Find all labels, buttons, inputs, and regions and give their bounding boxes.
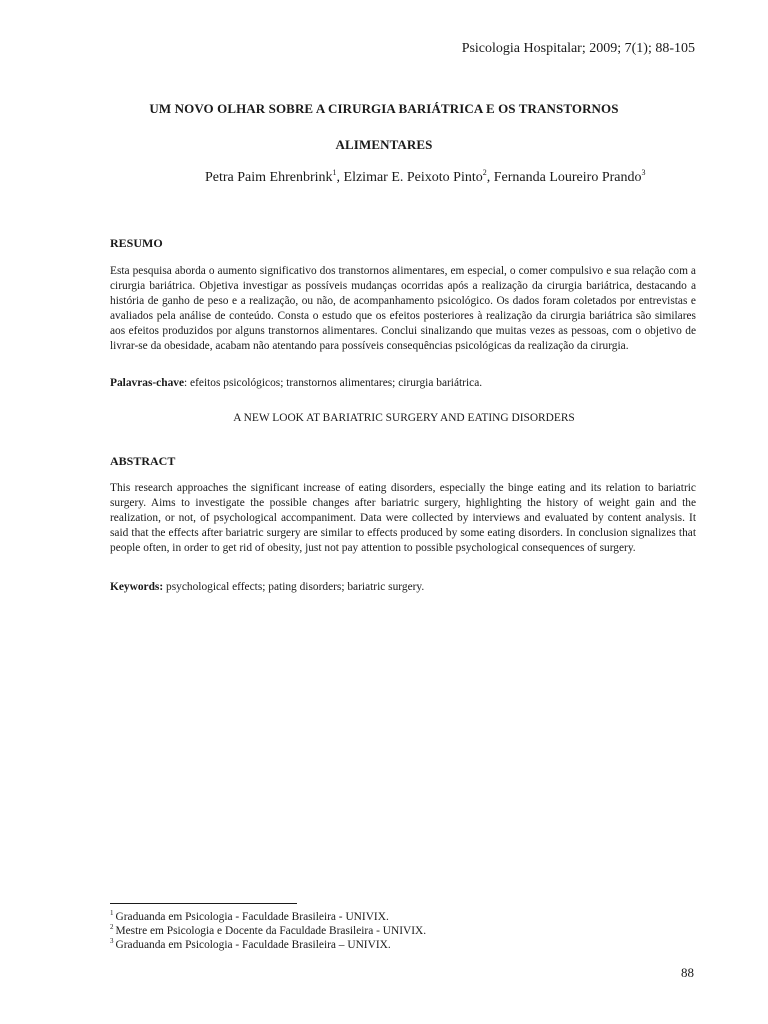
- article-title-line-1: UM NOVO OLHAR SOBRE A CIRURGIA BARIÁTRICA E OS TRANSTORNOS: [149, 101, 619, 116]
- palavras-chave-label: Palavras-chave: [110, 377, 185, 389]
- footnote: [110, 910, 426, 924]
- footnotes: [110, 910, 426, 952]
- keywords-text: psychological effects; pating disorders; bariatric surgery.: [163, 581, 425, 593]
- author-name: Petra Paim Ehrenbrink: [205, 170, 333, 185]
- footnote-text: Graduanda em Psicologia - Faculdade Brasileira – UNIVIX.: [115, 939, 391, 951]
- footnote-text: Graduanda em Psicologia - Faculdade Brasileira - UNIVIX.: [115, 911, 389, 923]
- abstract-heading: ABSTRACT: [110, 454, 176, 468]
- abstract-paragraph: This research approaches the significant increase of eating disorders, especially the binge eating and its relation to bariatric surgery. Aims to investigate the possible changes after bariatric surgery, highlighting the history of weight gain and the realization, or not, of psychological accompaniment. Data were collected by interviews and evaluated by content analysis. It said that the effects after bariatric surgery are similar to effects produced by some eating disorders. In conclusion signalizes that people often, in order to get rid of obesity, just not pay attention to possible psychological consequences of surgery.: [110, 482, 696, 554]
- footnote-mark: 2: [110, 923, 114, 931]
- author-footnote-mark: 2: [482, 168, 487, 177]
- author-footnote-mark: 3: [641, 168, 646, 177]
- author-name: Elzimar E. Peixoto Pinto: [343, 170, 483, 185]
- english-title: A NEW LOOK AT BARIATRIC SURGERY AND EATING DISORDERS: [233, 412, 575, 424]
- footnote-text: Mestre em Psicologia e Docente da Faculdade Brasileira - UNIVIX.: [115, 925, 427, 937]
- journal-reference: Psicologia Hospitalar; 2009; 7(1); 88-105: [461, 41, 695, 56]
- author-footnote-mark: 1: [332, 168, 337, 177]
- palavras-chave-text: : efeitos psicológicos; transtornos alimentares; cirurgia bariátrica.: [184, 377, 483, 389]
- author-list: Petra Paim Ehrenbrink$^1$, Elzimar E. Peixoto Pinto$^2$, Fernanda Loureiro Prando$^3$: [205, 168, 646, 185]
- page-number: 88: [681, 965, 694, 980]
- article-title-line-2: ALIMENTARES: [335, 137, 433, 152]
- footnote: [110, 924, 426, 938]
- keywords-line: [110, 580, 696, 595]
- keywords-label: Keywords:: [110, 581, 164, 593]
- footnote-divider: [110, 903, 297, 904]
- footnote-mark: 1: [110, 909, 114, 917]
- footnote: [110, 938, 426, 952]
- resumo-paragraph: Esta pesquisa aborda o aumento significativo dos transtornos alimentares, em especial, o comer compulsivo e sua relação com a cirurgia bariátrica. Objetiva investigar as possíveis mudanças ocorridas após a realização da cirurgia bariátrica, destacando a história de ganho de peso e a realização, ou não, de acompanhamento psicológico. Os dados foram coletados por entrevistas e avaliados pela análise de conteúdo. Consta o estudo que os efeitos posteriores à realização da cirurgia bariátrica são similares aos efeitos produzidos por alguns transtornos alimentares. Conclui sinalizando que muitas vezes as pessoas, com o objetivo de livrar-se da obesidade, acabam não atentando para possíveis consequências psicológicas da realização da cirurgia.: [110, 265, 696, 352]
- author-name: Fernanda Loureiro Prando: [493, 170, 642, 185]
- resumo-heading: RESUMO: [110, 236, 163, 250]
- footnote-mark: 3: [110, 937, 114, 945]
- palavras-chave-line: [110, 376, 696, 391]
